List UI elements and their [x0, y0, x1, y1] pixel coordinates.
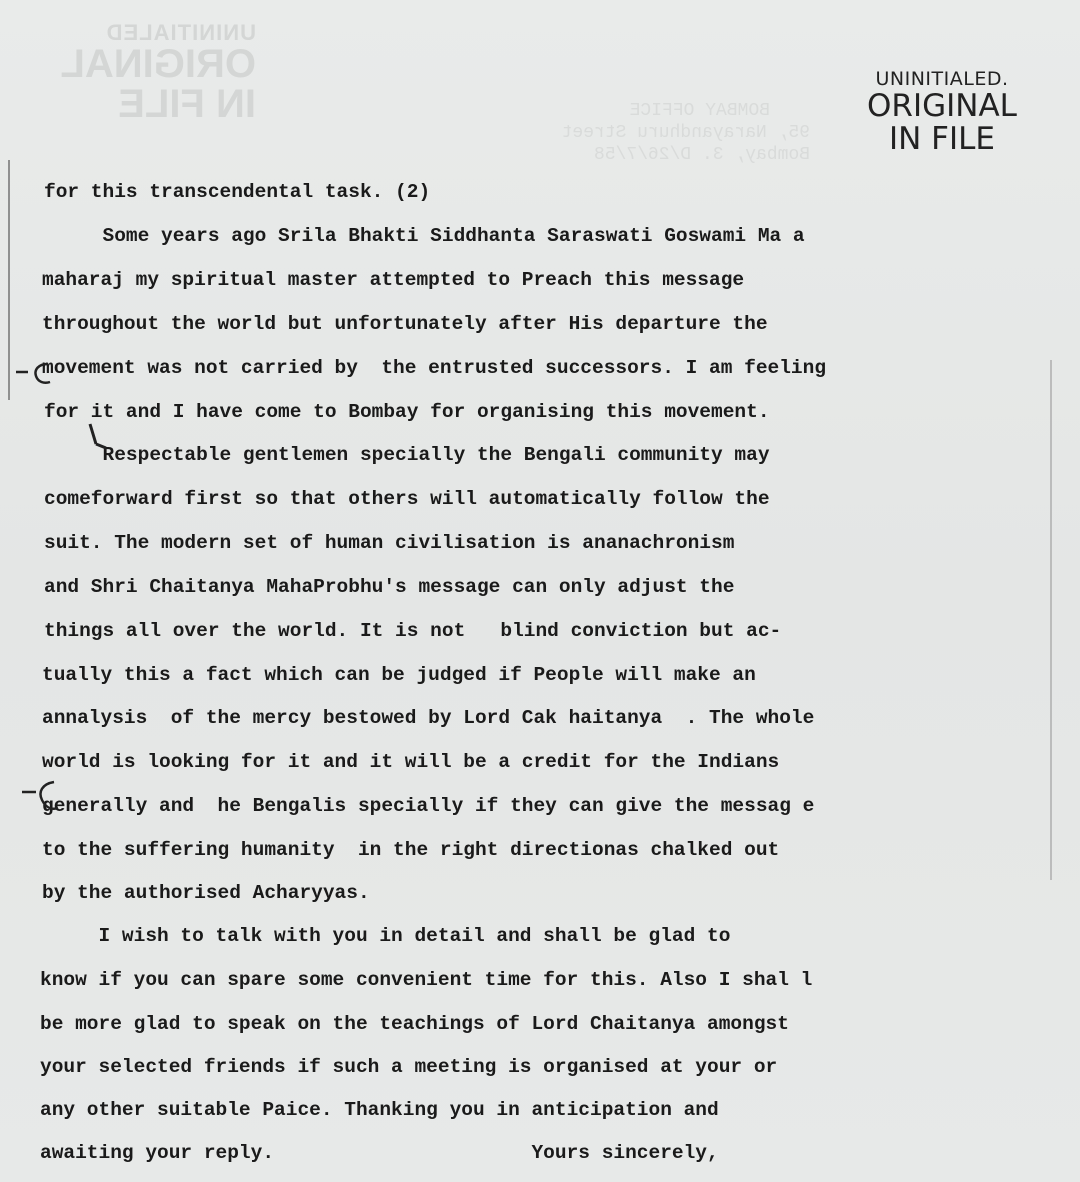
- letter-line: movement was not carried by the entrusted successors. I am feeling: [42, 357, 827, 379]
- margin-check-mark: [86, 420, 110, 450]
- letter-line: know if you can spare some convenient time for this. Also I shal l: [40, 969, 813, 991]
- letter-line: Some years ago Srila Bhakti Siddhanta Saraswati Goswami Ma a: [44, 225, 805, 247]
- ghost-stamp-line: IN FILE: [118, 82, 256, 126]
- letter-line: maharaj my spiritual master attempted to Preach this message: [42, 269, 745, 291]
- letter-line: things all over the world. It is not blind conviction but ac-: [44, 620, 782, 642]
- letter-line: for this transcendental task. (2): [44, 181, 431, 203]
- letter-line: I wish to talk with you in detail and shall be glad to: [40, 925, 731, 947]
- letter-line: tually this a fact which can be judged if People will make an: [42, 664, 756, 686]
- letter-line: awaiting your reply. Yours sincerely,: [40, 1142, 719, 1164]
- letter-line: comeforward first so that others will automatically follow the: [44, 488, 770, 510]
- letter-line: suit. The modern set of human civilisation is ananachronism: [44, 532, 735, 554]
- ghost-address-line: 95, Narayandhuru Street: [561, 123, 810, 143]
- letter-line: for it and I have come to Bombay for organising this movement.: [44, 401, 770, 423]
- letter-line: annalysis of the mercy bestowed by Lord Cak haitanya . The whole: [42, 707, 815, 729]
- letter-line: be more glad to speak on the teachings of Lord Chaitanya amongst: [40, 1013, 789, 1035]
- ghost-stamp-line: ORIGINAL: [60, 42, 256, 86]
- letter-line: world is looking for it and it will be a credit for the Indians: [42, 751, 780, 773]
- letter-line: throughout the world but unfortunately after His departure the: [42, 313, 768, 335]
- letter-line: by the authorised Acharyyas.: [42, 882, 370, 904]
- margin-bracket-mark: [14, 358, 54, 388]
- letter-line: to the suffering humanity in the right directionas chalked out: [42, 839, 780, 861]
- letter-line: any other suitable Paice. Thanking you in anticipation and: [40, 1099, 719, 1121]
- stamp-line: IN FILE: [888, 121, 996, 157]
- letter-line: Respectable gentlemen specially the Bengali community may: [44, 444, 770, 466]
- ghost-address-line: BOMBAY OFFICE: [629, 101, 770, 121]
- letter-line: your selected friends if such a meeting is organised at your or: [40, 1056, 778, 1078]
- margin-bracket-mark: [20, 778, 60, 814]
- stamp-line: ORIGINAL: [867, 88, 1017, 124]
- stamp-line: UNINITIALED.: [875, 68, 1009, 90]
- ghost-stamp-line: UNINITIALED: [105, 20, 256, 45]
- letter-line: and Shri Chaitanya MahaProbhu's message can only adjust the: [44, 576, 735, 598]
- letter-line: generally and he Bengalis specially if they can give the messag e: [42, 795, 815, 817]
- ghost-address-line: Bombay, 3. D/26/7/58: [593, 145, 810, 165]
